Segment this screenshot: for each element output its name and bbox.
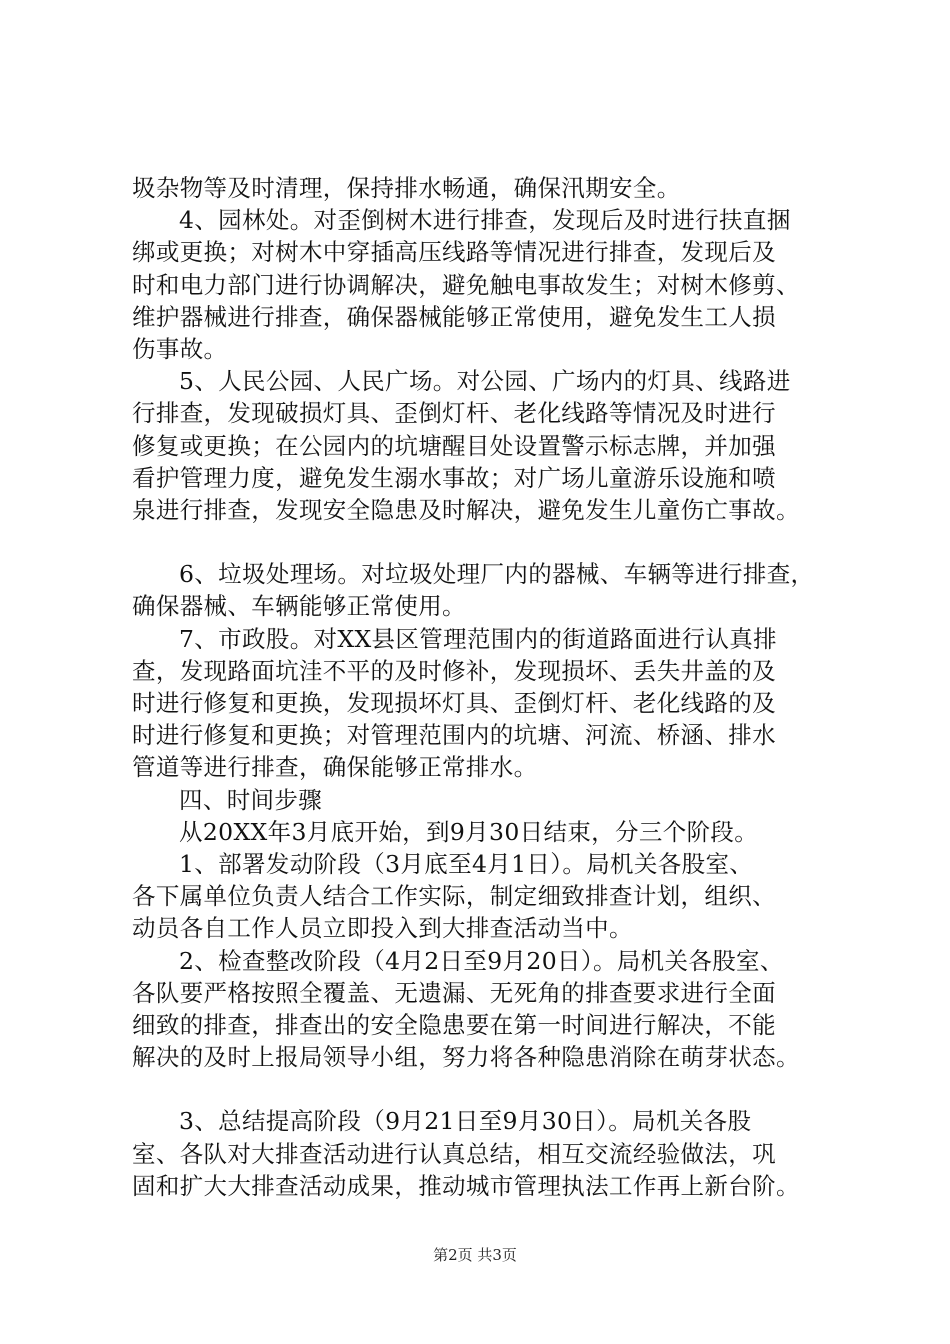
text-line: 7、市政股。对XX县区管理范围内的街道路面进行认真排 bbox=[179, 624, 778, 653]
text-line: 修复或更换；在公园内的坑塘醒目处设置警示标志牌，并加强 bbox=[132, 431, 776, 460]
text-line: 6、垃圾处理场。对垃圾处理厂内的器械、车辆等进行排查， bbox=[179, 560, 815, 589]
text-line: 2、检查整改阶段（4月2日至9月20日）。局机关各股室、 bbox=[179, 946, 784, 975]
text-line: 室、各队对大排查活动进行认真总结，相互交流经验做法，巩 bbox=[132, 1139, 776, 1168]
text-line: 泉进行排查，发现安全隐患及时解决，避免发生儿童伤亡事故。 bbox=[132, 495, 800, 524]
text-line: 看护管理力度，避免发生溺水事故；对广场儿童游乐设施和喷 bbox=[132, 463, 776, 492]
text-line: 5、人民公园、人民广场。对公园、广场内的灯具、线路进 bbox=[179, 367, 791, 396]
text-line: 3、总结提高阶段（9月21日至9月30日）。局机关各股 bbox=[179, 1107, 752, 1136]
text-line: 1、部署发动阶段（3月底至4月1日）。局机关各股室、 bbox=[179, 849, 754, 878]
paragraph-gap bbox=[132, 1073, 852, 1105]
text-line: 行排查，发现破损灯具、歪倒灯杆、老化线路等情况及时进行 bbox=[132, 399, 776, 428]
text-line: 维护器械进行排查，确保器械能够正常使用，避免发生工人损 bbox=[132, 302, 776, 331]
text-line: 固和扩大大排查活动成果，推动城市管理执法工作再上新台阶。 bbox=[132, 1171, 800, 1200]
text-line: 查，发现路面坑洼不平的及时修补，发现损坏、丢失井盖的及 bbox=[132, 656, 776, 685]
text-line: 动员各自工作人员立即投入到大排查活动当中。 bbox=[132, 914, 633, 943]
text-line: 细致的排查，排查出的安全隐患要在第一时间进行解决，不能 bbox=[132, 1010, 776, 1039]
page-footer: 第2页 共3页 bbox=[433, 1246, 517, 1264]
text-line: 各下属单位负责人结合工作实际，制定细致排查计划，组织、 bbox=[132, 882, 776, 911]
text-line: 四、时间步骤 bbox=[179, 785, 323, 814]
text-line: 管道等进行排查，确保能够正常排水。 bbox=[132, 753, 538, 782]
document-body bbox=[132, 172, 852, 1202]
text-line: 各队要严格按照全覆盖、无遗漏、无死角的排查要求进行全面 bbox=[132, 978, 776, 1007]
text-line: 圾杂物等及时清理，保持排水畅通，确保汛期安全。 bbox=[132, 174, 681, 202]
text-line: 解决的及时上报局领导小组，努力将各种隐患消除在萌芽状态。 bbox=[132, 1043, 800, 1072]
text-line: 绑或更换；对树木中穿插高压线路等情况进行排查，发现后及 bbox=[132, 238, 776, 267]
text-line: 时进行修复和更换；对管理范围内的坑塘、河流、桥涵、排水 bbox=[132, 721, 776, 750]
text-line: 伤事故。 bbox=[132, 334, 228, 363]
paragraph-gap bbox=[132, 526, 852, 558]
text-line: 时和电力部门进行协调解决，避免触电事故发生；对树木修剪、 bbox=[132, 270, 800, 299]
text-line: 确保器械、车辆能够正常使用。 bbox=[132, 592, 466, 621]
text-line: 时进行修复和更换，发现损坏灯具、歪倒灯杆、老化线路的及 bbox=[132, 689, 776, 717]
text-line: 从20XX年3月底开始，到9月30日结束，分三个阶段。 bbox=[179, 817, 759, 846]
text-line: 4、园林处。对歪倒树木进行排查，发现后及时进行扶直捆 bbox=[179, 206, 791, 235]
